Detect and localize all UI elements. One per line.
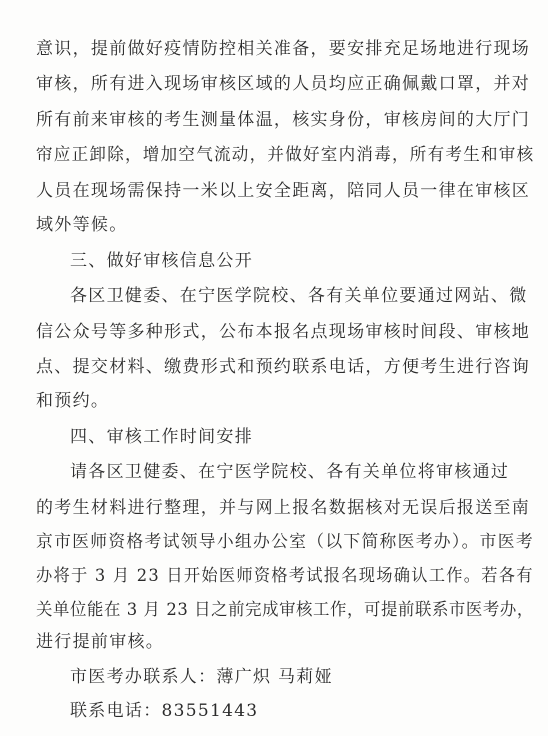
paragraph-line-13: 京市医师资格考试领导小组办公室（以下简称医考办）。市医考: [36, 531, 534, 552]
contact-person: 市医考办联系人：薄广炽 马莉娅: [70, 667, 333, 688]
paragraph-line-12: 的考生材料进行整理，并与网上报名数据核对无误后报送至南: [36, 498, 531, 518]
section-heading-4: 四、审核工作时间安排: [70, 426, 253, 447]
paragraph-line-14: 办将于 3 月 23 日开始医师资格考试报名现场确认工作。若各有: [36, 565, 534, 586]
paragraph-line-2: 审核，所有进入现场审核区域的人员均应正确佩戴口罩，并对: [36, 74, 531, 95]
section-heading-3: 三、做好审核信息公开: [70, 250, 253, 271]
paragraph-line-4: 帘应正卸除，增加空气流动，并做好室内消毒，所有考生和审核: [36, 145, 535, 166]
paragraph-line-15: 关单位能在 3 月 23 日之前完成审核工作，可提前联系市医考办，: [36, 599, 534, 620]
paragraph-line-6: 域外等候。: [36, 214, 128, 235]
paragraph-line-3: 所有前来审核的考生测量体温，核实身份，审核房间的大厅门: [36, 109, 531, 130]
paragraph-line-10: 和预约。: [36, 391, 110, 412]
contact-phone: 联系电话：83551443: [70, 701, 259, 721]
paragraph-line-5: 人员在现场需保持一米以上安全距离，陪同人员一律在审核区: [36, 181, 531, 201]
paragraph-line-1: 意识，提前做好疫情防控相关准备，要安排充足场地进行现场: [36, 38, 531, 59]
paragraph-line-11: 请各区卫健委、在宁医学院校、各有关单位将审核通过: [70, 462, 510, 483]
paragraph-line-8: 信公众号等多种形式，公布本报名点现场审核时间段、审核地: [36, 321, 531, 342]
paragraph-line-7: 各区卫健委、在宁医学院校、各有关单位要通过网站、微: [70, 286, 528, 307]
paragraph-line-9: 点、提交材料、缴费形式和预约联系电话，方便考生进行咨询: [36, 357, 531, 378]
paragraph-line-16: 进行提前审核。: [36, 631, 165, 652]
